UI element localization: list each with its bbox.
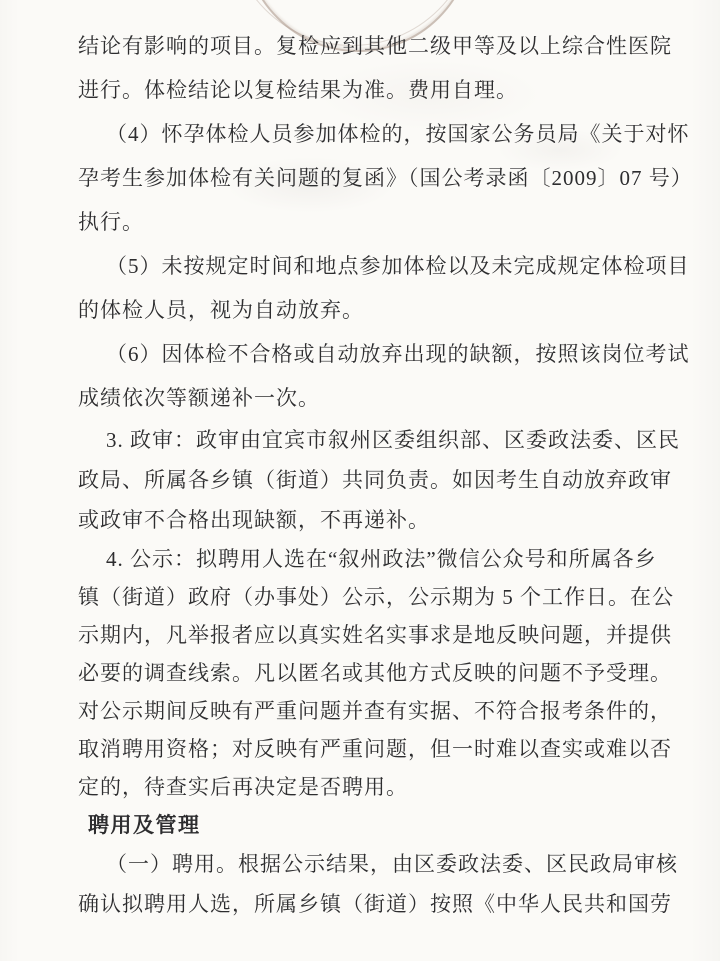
paragraph-vacancy-refill [78, 332, 690, 420]
text-line: 确认拟聘用人选，所属乡镇（街道）按照《中华人民共和国劳 [78, 892, 672, 916]
text-line: 进行。体检结论以复检结果为准。费用自理。 [78, 78, 518, 102]
paragraph-hiring [78, 844, 678, 924]
text-line: 结论有影响的项目。复检应到其他二级甲等及以上综合性医院 [78, 34, 672, 58]
text-line: 的体检人员，视为自动放弃。 [78, 298, 364, 322]
text-line: 示期内，凡举报者应以真实姓名实事求是地反映问题，并提供 [78, 623, 672, 647]
text-line: 4. 公示：拟聘用人选在“叙州政法”微信公众号和所属各乡 [106, 547, 657, 571]
paragraph-political-review [78, 420, 680, 540]
text-line: 定的，待查实后再决定是否聘用。 [78, 775, 408, 799]
text-line: 或政审不合格出现缺额，不再递补。 [78, 508, 430, 532]
document-text-block [78, 24, 693, 924]
text-line: （5）未按规定时间和地点参加体检以及未完成规定体检项目 [106, 254, 690, 278]
text-line: 政局、所属各乡镇（街道）共同负责。如因考生自动放弃政审 [78, 468, 672, 492]
paragraph-pregnancy-exam [78, 112, 693, 244]
text-line: 孕考生参加体检有关问题的复函》（国公考录函〔2009〕07 号） [78, 166, 693, 190]
text-line: 镇（街道）政府（办事处）公示，公示期为 5 个工作日。在公 [78, 585, 674, 609]
text-line: 成绩依次等额递补一次。 [78, 386, 320, 410]
paragraph-missed-exam [78, 244, 690, 332]
text-line: 取消聘用资格；对反映有严重问题，但一时难以查实或难以否 [78, 737, 672, 761]
text-line: 对公示期间反映有严重问题并查有实据、不符合报考条件的， [78, 699, 672, 723]
text-line: 必要的调查线索。凡以匿名或其他方式反映的问题不予受理。 [78, 661, 672, 685]
text-line: 执行。 [78, 210, 144, 234]
text-line: （6）因体检不合格或自动放弃出现的缺额，按照该岗位考试 [106, 342, 690, 366]
text-line: （一）聘用。根据公示结果，由区委政法委、区民政局审核 [106, 852, 678, 876]
paragraph-recheck [78, 24, 672, 112]
section-heading-employment-management [78, 806, 654, 844]
text-line: 3. 政审：政审由宜宾市叙州区委组织部、区委政法委、区民 [106, 428, 680, 452]
heading-text: 聘用及管理 [88, 813, 201, 837]
paragraph-public-notice [78, 540, 674, 806]
text-line: （4）怀孕体检人员参加体检的，按国家公务员局《关于对怀 [106, 122, 690, 146]
